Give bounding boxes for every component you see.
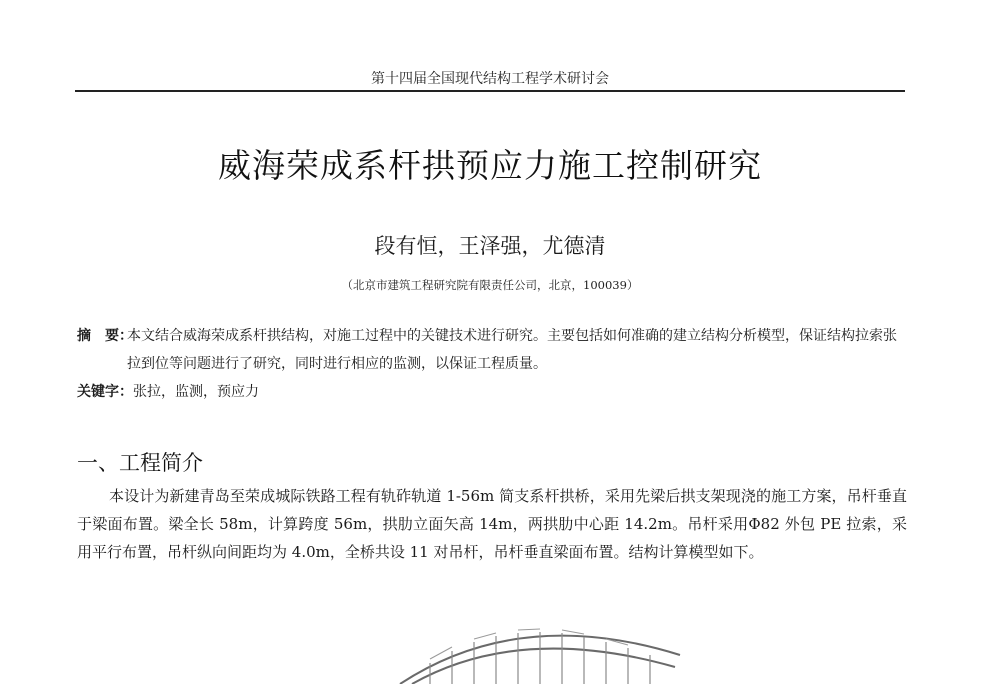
keywords bbox=[77, 378, 907, 406]
abstract-label-char2: 要： bbox=[105, 328, 133, 344]
authors: 段有恒，王泽强，尤德清 bbox=[374, 234, 606, 258]
section-body-paragraph: 本设计为新建青岛至荣成城际铁路工程有轨砟轨道 1-56m 简支系杆拱桥，采用先梁后拱支架现浇的施工方案，吊杆垂直于梁面布置。梁全长 58m，计算跨度 56m，拱肋立面矢高 14m，两拱肋中心距 14.2m。吊杆采用Φ82 外包 PE 拉索，采用平行布置，吊杆纵向间距均为 4.0m，全桥共设 11 对吊杆，吊杆垂直梁面布置。结构计算模型如下。 bbox=[77, 487, 907, 561]
header-rule bbox=[75, 90, 905, 92]
abstract-text: 本文结合威海荣成系杆拱结构，对施工过程中的关键技术进行研究。主要包括如何准确的建立结构分析模型，保证结构拉索张拉到位等问题进行了研究，同时进行相应的监测，以保证工程质量。 bbox=[127, 328, 897, 372]
keywords-label: 关键字： bbox=[77, 384, 133, 400]
section-heading: 一、工程简介 bbox=[77, 451, 203, 475]
bracing bbox=[562, 630, 584, 634]
bracing bbox=[474, 633, 496, 639]
bracing bbox=[518, 629, 540, 630]
paper-title: 威海荣成系杆拱预应力施工控制研究 bbox=[218, 146, 762, 185]
abstract-label-char1: 摘 bbox=[77, 328, 91, 344]
affiliation: （北京市建筑工程研究院有限责任公司，北京，100039） bbox=[341, 278, 639, 292]
running-header: 第十四届全国现代结构工程学术研讨会 bbox=[371, 71, 609, 87]
structure-model-figure bbox=[390, 615, 690, 684]
keywords-text: 张拉，监测，预应力 bbox=[133, 384, 259, 400]
